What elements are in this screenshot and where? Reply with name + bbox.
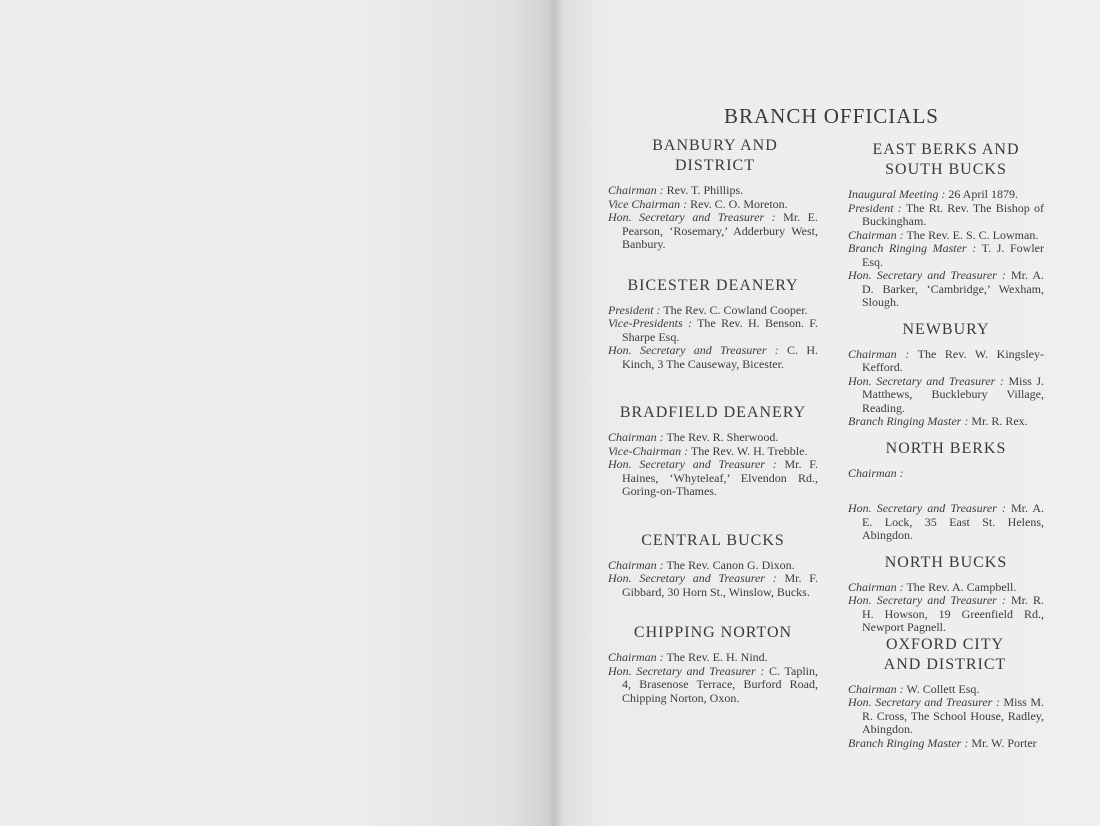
branch-bradfield <box>608 403 818 499</box>
official-name: The Rev. R. Sherwood. <box>666 430 779 444</box>
official-role: Hon. Secretary and Treasurer : <box>608 343 779 357</box>
official-entry <box>848 348 1044 375</box>
official-entry <box>608 344 818 371</box>
branch-heading: BRADFIELD DEANERY <box>619 404 807 421</box>
official-entry <box>608 651 818 665</box>
official-role: Inaugural Meeting : <box>848 187 946 201</box>
official-entry <box>608 184 818 198</box>
official-entry <box>848 415 1044 429</box>
official-role: Chairman : <box>608 650 664 664</box>
official-entry <box>848 581 1044 595</box>
official-name: The Rev. H. Benson. F. Sharpe Esq. <box>622 316 818 344</box>
official-entry <box>608 665 818 706</box>
official-role: Hon. Secretary and Treasurer : <box>608 571 777 585</box>
official-role: Branch Ringing Master : <box>848 241 977 255</box>
official-name: Rev. C. O. Moreton. <box>690 196 788 211</box>
official-name: W. Collett Esq. <box>906 681 980 696</box>
official-name: Miss J. Matthews, Bucklebury Village, Reading. <box>862 373 1045 415</box>
official-name: The Rev. E. S. C. Lowman. <box>906 227 1039 242</box>
official-name: The Rev. W. Kingsley-Kefford. <box>862 346 1045 374</box>
official-name: Mr. A. D. Barker, ‘Cambridge,’ Wexham, Slough. <box>862 268 1044 309</box>
official-entry <box>848 737 1044 751</box>
official-role: Hon. Secretary and Treasurer : <box>848 268 1006 282</box>
official-name: Mr. W. Porter <box>971 735 1037 750</box>
official-entry <box>608 304 818 318</box>
page-title: BRANCH OFFICIALS <box>724 104 939 128</box>
official-entry <box>848 594 1044 635</box>
official-entry <box>848 229 1044 243</box>
official-name: The Rt. Rev. The Bishop of Buckingham. <box>862 200 1044 228</box>
branch-north-bucks <box>848 553 1044 635</box>
official-entry <box>608 431 818 445</box>
official-role: Hon. Secretary and Treasurer : <box>608 457 777 471</box>
official-entry <box>608 458 818 499</box>
official-role: Branch Ringing Master : <box>848 735 969 750</box>
official-role: Chairman : <box>848 465 904 480</box>
official-entry <box>848 242 1044 269</box>
branch-bicester <box>608 276 818 372</box>
official-name: C. H. Kinch, 3 The Causeway, Bicester. <box>622 343 818 371</box>
official-name: Mr. F. Gibbard, 30 Horn St., Winslow, Bucks. <box>622 571 819 599</box>
branch-heading: CHIPPING NORTON <box>633 624 793 641</box>
left-column <box>608 136 818 705</box>
branch-heading: EAST BERKS AND SOUTH BUCKS <box>872 141 1020 178</box>
branch-heading: OXFORD CITY AND DISTRICT <box>883 635 1007 673</box>
branch-heading: BICESTER DEANERY <box>627 276 799 294</box>
official-name: Mr. F. Haines, ‘Whyteleaf,’ Elvendon Rd., Goring-on-Thames. <box>622 457 819 498</box>
official-role: President : <box>848 200 902 215</box>
official-entry <box>848 467 1044 481</box>
branch-oxford-city <box>848 635 1044 751</box>
right-column <box>848 140 1044 750</box>
official-role: Vice Chairman : <box>608 196 688 211</box>
official-role: Vice-Presidents : <box>608 316 692 330</box>
official-name: Mr. A. E. Lock, 35 East St. Helens, Abingdon. <box>862 501 1044 542</box>
branch-heading: CENTRAL BUCKS <box>641 531 785 549</box>
official-entry <box>608 445 818 459</box>
official-name: Miss M. R. Cross, The School House, Radley, Abingdon. <box>862 695 1045 736</box>
official-entry <box>608 317 818 344</box>
official-role: Chairman : <box>608 557 664 572</box>
official-name: The Rev. A. Campbell. <box>906 579 1017 594</box>
book-gutter <box>548 0 562 826</box>
branch-chipping-norton <box>608 623 818 705</box>
branch-east-berks <box>848 140 1044 310</box>
official-name: The Rev. W. H. Trebble. <box>690 443 808 458</box>
branch-newbury <box>848 320 1044 429</box>
official-role: President : <box>608 302 661 317</box>
official-name: 26 April 1879. <box>948 187 1018 201</box>
branch-north-berks <box>848 439 1044 543</box>
official-entry <box>848 202 1044 229</box>
official-entry <box>848 683 1044 697</box>
official-entry <box>848 696 1044 737</box>
branch-heading: NEWBURY <box>902 320 990 338</box>
branch-central-bucks <box>608 531 818 600</box>
official-role: Hon. Secretary and Treasurer : <box>608 663 765 678</box>
official-role: Chairman : <box>848 346 910 361</box>
official-role: Hon. Secretary and Treasurer : <box>608 210 776 224</box>
official-entry <box>608 211 818 252</box>
official-role: Hon. Secretary and Treasurer : <box>848 501 1006 515</box>
official-role: Chairman : <box>608 430 664 444</box>
official-name: Mr. E. Pearson, ‘Rosemary,’ Adderbury West, Banbury. <box>622 210 818 251</box>
official-role: Hon. Secretary and Treasurer : <box>848 593 1006 607</box>
official-entry <box>608 198 818 212</box>
official-name: The Rev. Canon G. Dixon. <box>666 557 795 572</box>
official-entry <box>608 572 818 599</box>
official-entry <box>608 559 818 573</box>
official-role: Branch Ringing Master : <box>848 414 969 428</box>
official-name: The Rev. C. Cowland Cooper. <box>663 302 808 317</box>
official-name: Rev. T. Phillips. <box>666 183 744 197</box>
official-role: Chairman : <box>848 227 904 242</box>
official-entry <box>848 188 1044 202</box>
official-name: T. J. Fowler Esq. <box>862 241 1044 269</box>
official-entry <box>848 502 1044 543</box>
official-entry <box>848 375 1044 416</box>
official-role: Hon. Secretary and Treasurer : <box>848 695 1000 709</box>
official-name: Mr. R. Rex. <box>971 414 1028 428</box>
official-name: The Rev. E. H. Nind. <box>666 650 768 664</box>
official-role: Chairman : <box>848 681 904 696</box>
official-role: Vice-Chairman : <box>608 443 689 458</box>
branch-heading: BANBURY AND DISTRICT <box>652 137 778 174</box>
official-role: Hon. Secretary and Treasurer : <box>848 373 1004 388</box>
official-role: Chairman : <box>848 579 904 594</box>
official-name: Mr. R. H. Howson, 19 Greenfield Rd., Newport Pagnell. <box>862 593 1044 634</box>
branch-heading: NORTH BERKS <box>885 439 1007 457</box>
official-name: C. Taplin, 4, Brasenose Terrace, Burford Road, Chipping Norton, Oxon. <box>622 663 818 705</box>
branch-heading: NORTH BUCKS <box>884 553 1008 571</box>
branch-banbury <box>608 136 818 252</box>
official-role: Chairman : <box>608 183 664 197</box>
official-entry <box>848 269 1044 310</box>
